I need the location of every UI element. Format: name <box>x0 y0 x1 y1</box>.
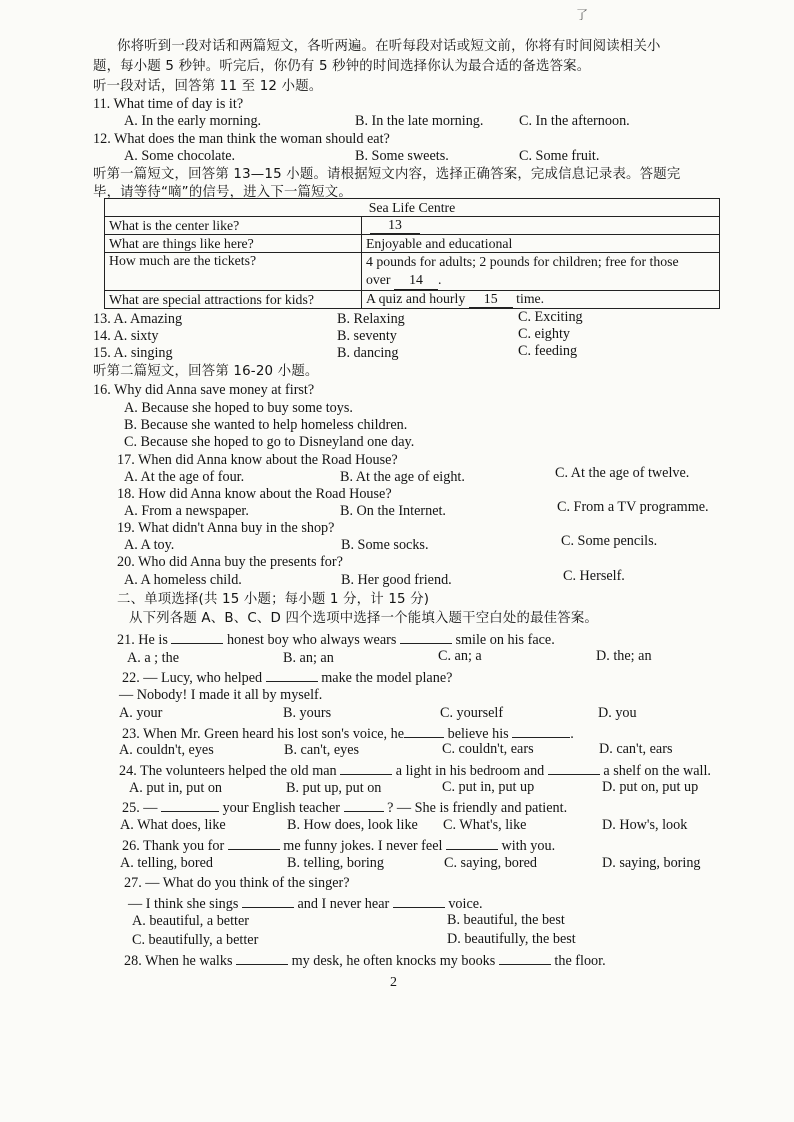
q11-stem: 11. What time of day is it? <box>93 96 244 112</box>
q16-option-a: A. Because she hoped to buy some toys. <box>124 400 353 416</box>
q23-option-b: B. can't, eyes <box>284 742 360 758</box>
listening-instructions-line2: 题，每小题 5 秒钟。听完后，你仍有 5 秒钟的时间选择你认为最合适的备选答案。 <box>93 59 591 74</box>
q18-option-a: A. From a newspaper. <box>124 503 249 519</box>
q24-blank-2 <box>548 761 600 775</box>
q23-option-d: D. can't, ears <box>599 741 673 757</box>
q26-option-c: C. saying, bored <box>444 855 537 871</box>
table-row <box>105 217 720 235</box>
q21-stem <box>117 630 555 649</box>
q26-text-1: 26. Thank you for <box>122 838 225 854</box>
q17-option-b: B. At the age of eight. <box>340 469 465 485</box>
q18-option-c: C. From a TV programme. <box>557 499 709 515</box>
q22-stem <box>122 668 452 687</box>
q24-stem <box>119 761 711 780</box>
q15-option-c: C. feeding <box>518 343 578 359</box>
ticket-price-text: 4 pounds for adults; 2 pounds for children; free for those <box>366 254 679 269</box>
q27-text-2: and I never hear <box>297 896 390 912</box>
q21-option-a: A. a ; the <box>127 650 180 666</box>
q26-option-a: A. telling, bored <box>120 855 213 871</box>
q25-text-2: your English teacher <box>222 800 340 816</box>
q18-stem: 18. How did Anna know about the Road House? <box>117 486 392 502</box>
q14-option-a: 14. A. sixty <box>93 328 159 344</box>
page-number: 2 <box>390 975 397 990</box>
q22-line2: — Nobody! I made it all by myself. <box>119 687 323 703</box>
q25-text-1: 25. — <box>122 800 158 816</box>
q11-option-c: C. In the afternoon. <box>519 113 630 129</box>
q20-stem: 20. Who did Anna buy the presents for? <box>117 554 343 570</box>
q24-text-1: 24. The volunteers helped the old man <box>119 763 337 779</box>
q18-option-b: B. On the Internet. <box>340 503 446 519</box>
q23-text-3: . <box>570 726 574 742</box>
q25-option-c: C. What's, like <box>443 817 527 833</box>
q21-text-2: honest boy who always wears <box>226 632 397 648</box>
q26-option-b: B. telling, boring <box>287 855 384 871</box>
q12-option-a: A. Some chocolate. <box>124 148 236 164</box>
ticket-over-text: over <box>366 272 391 287</box>
q20-option-c: C. Herself. <box>563 568 625 584</box>
q24-blank-1 <box>340 761 392 775</box>
q13-option-c: C. Exciting <box>518 309 583 325</box>
q16-option-b: B. Because she wanted to help homeless children. <box>124 417 408 433</box>
stamp-mark: 了 <box>576 8 589 22</box>
table-value <box>362 291 720 309</box>
q28-text-3: the floor. <box>554 953 606 969</box>
passage2-intro: 听第二篇短文，回答第 16-20 小题。 <box>93 364 319 379</box>
q23-option-c: C. couldn't, ears <box>442 741 534 757</box>
q20-option-a: A. A homeless child. <box>124 572 242 588</box>
q21-blank-2 <box>400 630 452 644</box>
q19-option-b: B. Some socks. <box>341 537 429 553</box>
q15-option-b: B. dancing <box>337 345 399 361</box>
q27-blank-2 <box>393 894 445 908</box>
q19-option-a: A. A toy. <box>124 537 175 553</box>
q27-option-b: B. beautiful, the best <box>447 912 565 928</box>
attraction-suffix: time. <box>516 291 545 306</box>
table-value: Enjoyable and educational <box>362 235 720 253</box>
q21-blank-1 <box>171 630 223 644</box>
q21-option-d: D. the; an <box>596 648 652 664</box>
q22-option-b: B. yours <box>283 705 332 721</box>
passage1-intro-line1: 听第一篇短文，回答第 13—15 小题。请根据短文内容，选择正确答案，完成信息记录表。答题完 <box>93 167 681 182</box>
q26-text-2: me funny jokes. I never feel <box>283 838 443 854</box>
q15-option-a: 15. A. singing <box>93 345 173 361</box>
sea-life-info-table <box>104 198 720 309</box>
q26-option-d: D. saying, boring <box>602 855 701 871</box>
table-row <box>105 291 720 309</box>
q20-option-b: B. Her good friend. <box>341 572 452 588</box>
q28-text-1: 28. When he walks <box>124 953 233 969</box>
q11-option-a: A. In the early morning. <box>124 113 262 129</box>
q22-option-a: A. your <box>119 705 163 721</box>
blank-13: 13 <box>370 217 420 234</box>
q24-option-d: D. put on, put up <box>602 779 699 795</box>
q22-option-c: C. yourself <box>440 705 504 721</box>
section2-instruction: 从下列各题 A、B、C、D 四个选项中选择一个能填入题干空白处的最佳答案。 <box>129 611 599 626</box>
q19-option-c: C. Some pencils. <box>561 533 658 549</box>
q25-option-d: D. How's, look <box>602 817 688 833</box>
table-value <box>362 253 720 291</box>
q24-text-3: a shelf on the wall. <box>603 763 711 779</box>
q23-text-1: 23. When Mr. Green heard his lost son's voice, he <box>122 726 405 742</box>
table-label: What is the center like? <box>105 217 362 235</box>
q27-option-c: C. beautifully, a better <box>132 932 259 948</box>
q27-line2 <box>128 894 483 913</box>
q27-option-a: A. beautiful, a better <box>132 913 249 929</box>
table-title: Sea Life Centre <box>105 199 720 217</box>
table-title-row <box>105 199 720 217</box>
q26-text-3: with you. <box>501 838 556 854</box>
table-label: How much are the tickets? <box>105 253 362 291</box>
q17-stem: 17. When did Anna know about the Road House? <box>117 452 398 468</box>
q28-stem <box>124 951 606 970</box>
q28-blank-2 <box>499 951 551 965</box>
q25-blank-1 <box>161 798 219 812</box>
q25-text-3: ? — She is friendly and patient. <box>387 800 568 816</box>
q28-text-2: my desk, he often knocks my books <box>291 953 496 969</box>
q17-option-a: A. At the age of four. <box>124 469 245 485</box>
dialogue-intro: 听一段对话，回答第 11 至 12 小题。 <box>93 79 323 94</box>
q21-option-c: C. an; a <box>438 648 482 664</box>
q24-option-a: A. put in, put on <box>129 780 223 796</box>
q25-option-a: A. What does, like <box>120 817 226 833</box>
q13-option-a: 13. A. Amazing <box>93 311 183 327</box>
q16-stem: 16. Why did Anna save money at first? <box>93 382 315 398</box>
q14-option-b: B. seventy <box>337 328 397 344</box>
table-label: What are things like here? <box>105 235 362 253</box>
q24-option-b: B. put up, put on <box>286 780 382 796</box>
q26-blank-2 <box>446 836 498 850</box>
q16-option-c: C. Because she hoped to go to Disneyland one day. <box>124 434 415 450</box>
blank-14: 14 <box>394 271 438 290</box>
ticket-period: . <box>437 272 442 287</box>
q28-blank-1 <box>236 951 288 965</box>
q23-option-a: A. couldn't, eyes <box>119 742 214 758</box>
listening-instructions-line1: 你将听到一段对话和两篇短文，各听两遍。在听每段对话或短文前，你将有时间阅读相关小 <box>117 39 661 54</box>
q25-option-b: B. How does, look like <box>287 817 418 833</box>
q27-text-1: — I think she sings <box>128 896 239 912</box>
q11-option-b: B. In the late morning. <box>355 113 484 129</box>
attraction-text: A quiz and hourly <box>366 291 466 306</box>
q26-stem <box>122 836 555 855</box>
q24-option-c: C. put in, put up <box>442 779 535 795</box>
q19-stem: 19. What didn't Anna buy in the shop? <box>117 520 335 536</box>
passage1-intro-line2: 毕，请等待“嘀”的信号，进入下一篇短文。 <box>93 185 352 200</box>
q17-option-c: C. At the age of twelve. <box>555 465 690 481</box>
q27-text-3: voice. <box>448 896 483 912</box>
q12-stem: 12. What does the man think the woman should eat? <box>93 131 390 147</box>
table-row <box>105 253 720 291</box>
q22-blank <box>266 668 318 682</box>
q23-blank-2 <box>512 724 570 738</box>
q24-text-2: a light in his bedroom and <box>395 763 545 779</box>
q14-option-c: C. eighty <box>518 326 571 342</box>
q27-blank-1 <box>242 894 294 908</box>
q25-blank-2 <box>344 798 384 812</box>
q26-blank-1 <box>228 836 280 850</box>
q12-option-b: B. Some sweets. <box>355 148 449 164</box>
q25-stem <box>122 798 567 817</box>
q21-option-b: B. an; an <box>283 650 334 666</box>
q27-stem: 27. — What do you think of the singer? <box>124 875 350 891</box>
table-row <box>105 235 720 253</box>
q13-option-b: B. Relaxing <box>337 311 405 327</box>
section2-heading: 二、单项选择(共 15 小题；每小题 1 分，计 15 分) <box>117 592 430 607</box>
q23-text-2: believe his <box>447 726 509 742</box>
q21-text-3: smile on his face. <box>455 632 555 648</box>
q22-text-1: 22. — Lucy, who helped <box>122 670 263 686</box>
table-label: What are special attractions for kids? <box>105 291 362 309</box>
q22-text-2: make the model plane? <box>321 670 453 686</box>
q21-text-1: 21. He is <box>117 632 168 648</box>
q12-option-c: C. Some fruit. <box>519 148 600 164</box>
q22-option-d: D. you <box>598 705 637 721</box>
q23-blank-1 <box>404 724 444 738</box>
q27-option-d: D. beautifully, the best <box>447 931 576 947</box>
table-value <box>362 217 720 235</box>
blank-15: 15 <box>469 291 513 308</box>
